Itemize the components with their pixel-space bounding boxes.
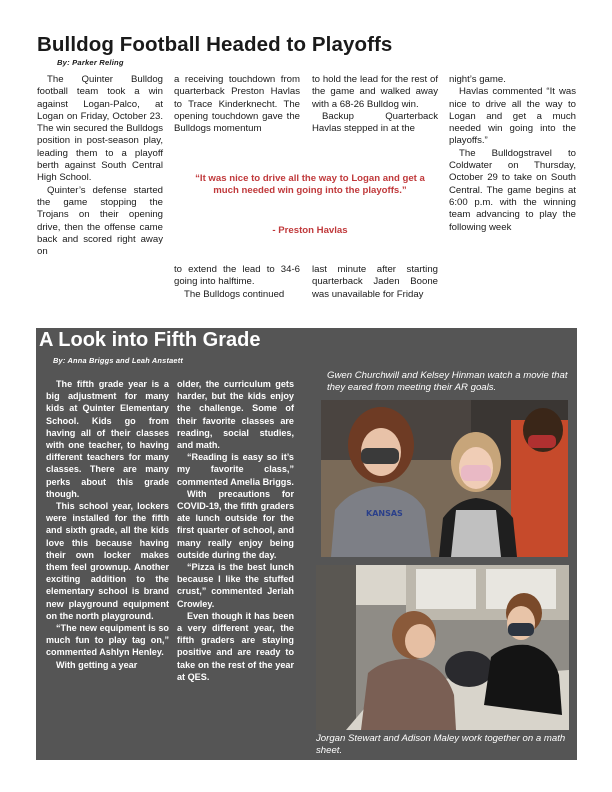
paragraph: a receiving touchdown from quarterback Preston Havlas to Trace Kinderknecht. The opening touchdown gave the Bulldogs momentum	[174, 74, 300, 135]
paragraph: The Bulldogstravel to Coldwater on Thursday, October 29 to take on South Central. The game begins at 6:00 p.m. with the winning team advancing to play the following week	[449, 147, 576, 233]
paragraph: Backup Quarterback Havlas stepped in at the	[312, 110, 438, 135]
paragraph: older, the curriculum gets harder, but the kids enjoy the challenge. Some of their favorite classes are reading, social studies, and math.	[177, 379, 294, 451]
article1-column-2-bottom	[174, 264, 300, 301]
article2-byline: By: Anna Briggs and Leah Anstaett	[53, 356, 184, 365]
photo-students-watching-movie	[321, 400, 568, 557]
paragraph: Havlas commented “It was nice to drive all the way to Logan and get a much needed win going into the playoffs.”	[449, 86, 576, 147]
article2-title: A Look into Fifth Grade	[39, 329, 261, 351]
article2-column-1	[46, 378, 169, 671]
pull-quote: “It was nice to drive all the way to Logan and get a much needed win going into the playoffs.”	[195, 173, 425, 197]
hoodie-text: KANSAS	[366, 509, 403, 518]
article1-column-3-top	[312, 74, 438, 135]
paragraph: to extend the lead to 34-6 going into halftime.	[174, 264, 300, 288]
paragraph: “Pizza is the best lunch because I like the stuffed crust,” commented Jeriah Crowley.	[177, 562, 294, 609]
paragraph: “Reading is easy so it’s my favorite class,” commented Amelia Briggs.	[177, 452, 294, 487]
photo2-caption: Jorgan Stewart and Adison Maley work together on a math sheet.	[316, 733, 566, 756]
article1-title: Bulldog Football Headed to Playoffs	[37, 33, 393, 56]
paragraph: to hold the lead for the rest of the game and walked away with a 68-26 Bulldog win.	[312, 74, 438, 110]
paragraph: The fifth grade year is a big adjustment for many kids at Quinter Elementary School. Kids go from having all of their classes with one teacher, to having different teachers for many classes. There are many perks about this grade though.	[46, 379, 169, 499]
pull-quote-attribution: - Preston Havlas	[272, 225, 348, 236]
article1-byline: By: Parker Reling	[57, 58, 124, 67]
paragraph: Quinter’s defense started the game stopping the Trojans on their opening drive, then the offense came back and scored right away on	[37, 184, 163, 258]
paragraph: last minute after starting quarterback Jaden Boone was unavailable for Friday	[312, 264, 438, 300]
paragraph: The Bulldogs continued	[184, 288, 285, 300]
paragraph: With getting a year	[56, 659, 138, 670]
article1-column-1	[37, 74, 163, 258]
paragraph: Even though it has been a very different year, the fifth graders are staying positive and are ready to take on the rest of the year at QES.	[177, 610, 294, 682]
paragraph: night’s game.	[449, 74, 506, 85]
paragraph: The Quinter Bulldog football team took a win against Logan-Palco, at Logan on Friday, October 23. The win secured the Bulldogs position in post-season play, leading them to a playoff berth against South Central High School.	[37, 74, 163, 184]
article1-column-3-bottom	[312, 264, 438, 301]
paragraph: “The new equipment is so much fun to play tag on,” commented Ashlyn Henley.	[46, 623, 169, 658]
article1-column-4	[449, 74, 576, 234]
paragraph: With precautions for COVID-19, the fifth graders ate lunch outside for the first quarter of school, and many really enjoy being outside during the day.	[177, 488, 294, 560]
article1-column-2-top	[174, 74, 300, 135]
article2-column-2	[177, 378, 294, 683]
photo-students-math-sheet	[316, 565, 569, 730]
photo1-caption: Gwen Churchwill and Kelsey Hinman watch a movie that they eared from meeting their AR goals.	[327, 370, 568, 393]
paragraph: This school year, lockers were installed for the fifth and sixth grade, all the kids love this because having their own locker makes them feel grownup. Another exciting addition to the elementary school is brand new playground equipment on the north playground.	[46, 501, 169, 621]
